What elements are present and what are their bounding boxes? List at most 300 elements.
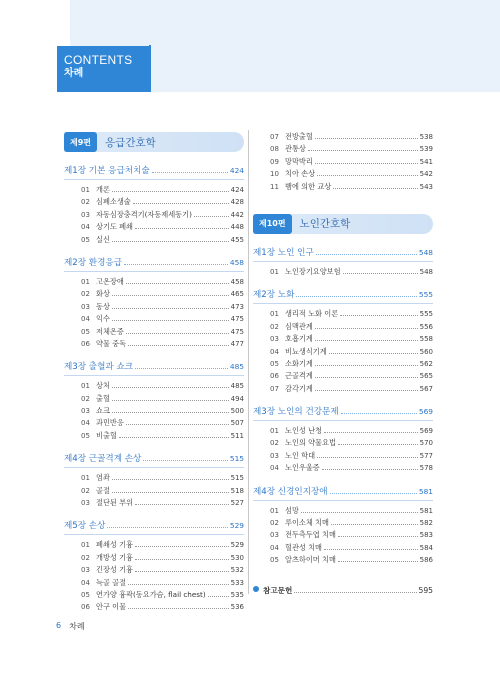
section-number: 03 bbox=[81, 407, 90, 416]
section-number: 04 bbox=[81, 315, 90, 324]
section-title: 노인 학대 bbox=[285, 450, 316, 460]
section-page: 542 bbox=[419, 170, 433, 179]
section-number: 04 bbox=[270, 543, 279, 552]
dot-leader bbox=[135, 504, 229, 505]
section-number: 04 bbox=[81, 578, 90, 587]
dot-leader bbox=[126, 333, 229, 334]
dot-leader bbox=[324, 549, 418, 550]
toc-section-row[interactable] bbox=[64, 602, 244, 614]
section-title: 노인성 난청 bbox=[285, 426, 323, 436]
dot-leader bbox=[317, 457, 418, 458]
toc-section-row[interactable] bbox=[64, 210, 244, 222]
section-number: 02 bbox=[270, 519, 279, 528]
section-page: 538 bbox=[419, 133, 433, 141]
section-title: 섬망 bbox=[285, 505, 299, 515]
section-page: 458 bbox=[230, 277, 244, 286]
toc-section-row[interactable] bbox=[64, 578, 244, 590]
dot-leader bbox=[315, 163, 418, 164]
section-title: 호흡기계 bbox=[285, 334, 313, 344]
toc-right-column bbox=[253, 132, 433, 596]
section-title: 절단된 부위 bbox=[96, 498, 134, 508]
section-number: 01 bbox=[81, 474, 90, 483]
dot-leader bbox=[208, 596, 229, 597]
section-page: 527 bbox=[230, 499, 244, 508]
section-title: 루이소체 치매 bbox=[285, 518, 329, 528]
dot-leader bbox=[112, 479, 229, 480]
section-title: 연가양 흉곽(동요가슴, flail chest) bbox=[96, 589, 206, 599]
toc-section-row[interactable] bbox=[253, 157, 433, 169]
section-number: 02 bbox=[81, 553, 90, 562]
section-page: 536 bbox=[230, 603, 244, 612]
dot-leader bbox=[143, 460, 228, 461]
section-title: 망막박리 bbox=[285, 156, 313, 166]
section-number: 02 bbox=[81, 198, 90, 207]
dot-leader bbox=[315, 365, 418, 366]
section-page: 581 bbox=[419, 506, 433, 515]
section-page: 448 bbox=[230, 223, 244, 232]
toc-section-row[interactable] bbox=[64, 486, 244, 498]
section-title: 상처 bbox=[96, 381, 110, 391]
toc-section-row[interactable] bbox=[253, 132, 433, 144]
toc-section-row[interactable] bbox=[64, 406, 244, 418]
dot-leader bbox=[315, 328, 418, 329]
toc-section-row[interactable] bbox=[64, 314, 244, 326]
toc-reference-row[interactable] bbox=[253, 585, 433, 596]
section-title: 고온장애 bbox=[96, 276, 124, 286]
section-number: 03 bbox=[81, 566, 90, 575]
header-accent-line bbox=[149, 45, 151, 92]
section-title: 약물 중독 bbox=[96, 338, 127, 348]
chapter-page: 458 bbox=[229, 257, 244, 267]
section-number: 01 bbox=[81, 186, 90, 194]
section-page: 586 bbox=[419, 556, 433, 565]
contents-title-ko: 차례 bbox=[64, 68, 84, 79]
chapter-title: 제4장 근골격계 손상 bbox=[64, 454, 142, 465]
dot-leader bbox=[128, 584, 229, 585]
section-page: 558 bbox=[419, 335, 433, 344]
section-page: 543 bbox=[419, 182, 433, 191]
dot-leader bbox=[112, 387, 229, 388]
section-page: 477 bbox=[230, 339, 244, 348]
chapter-gap bbox=[253, 396, 433, 405]
chapter-gap bbox=[64, 443, 244, 452]
section-number: 01 bbox=[81, 277, 90, 286]
section-title: 개방성 기흉 bbox=[96, 552, 134, 562]
section-number: 03 bbox=[81, 210, 90, 219]
section-title: 익수 bbox=[96, 314, 110, 324]
section-page: 535 bbox=[230, 590, 244, 599]
contents-title-en: CONTENTS bbox=[64, 53, 133, 67]
section-page: 529 bbox=[230, 541, 244, 550]
toc-section-row[interactable] bbox=[64, 553, 244, 565]
section-number: 02 bbox=[81, 394, 90, 403]
section-page: 465 bbox=[230, 290, 244, 299]
toc-section-row[interactable] bbox=[253, 530, 433, 542]
dot-leader bbox=[112, 492, 229, 493]
toc-section-row[interactable] bbox=[64, 473, 244, 485]
section-page: 562 bbox=[419, 359, 433, 368]
section-title: 전두측두엽 치매 bbox=[285, 530, 336, 540]
section-number: 05 bbox=[270, 359, 279, 368]
part-title: 노인간호학 bbox=[299, 218, 351, 231]
reference-page: 595 bbox=[418, 585, 433, 595]
reference-title: 참고문헌 bbox=[263, 585, 293, 595]
dot-leader bbox=[112, 308, 229, 309]
dot-leader bbox=[296, 296, 416, 297]
toc-section-row[interactable] bbox=[253, 463, 433, 475]
section-page: 424 bbox=[230, 186, 244, 194]
section-number: 03 bbox=[270, 335, 279, 344]
section-title: 감각기계 bbox=[285, 383, 313, 393]
section-number: 05 bbox=[81, 431, 90, 440]
toc-section-row[interactable] bbox=[64, 302, 244, 314]
toc-section-row[interactable] bbox=[253, 506, 433, 518]
toc-chapter-heading[interactable] bbox=[253, 485, 433, 501]
toc-section-row[interactable] bbox=[253, 384, 433, 396]
section-page: 485 bbox=[230, 382, 244, 391]
section-page: 555 bbox=[419, 310, 433, 319]
chapter-page: 555 bbox=[418, 290, 433, 300]
chapter-page: 529 bbox=[229, 521, 244, 531]
dot-leader bbox=[315, 138, 418, 139]
section-number: 01 bbox=[81, 541, 90, 550]
contents-title-box bbox=[57, 46, 149, 92]
section-title: 염좌 bbox=[96, 473, 110, 483]
section-page: 511 bbox=[230, 431, 244, 440]
section-number: 05 bbox=[81, 590, 90, 599]
footer-label: 차례 bbox=[69, 622, 85, 631]
section-title: 치아 손상 bbox=[285, 169, 316, 179]
section-page: 507 bbox=[230, 419, 244, 428]
dot-leader bbox=[112, 320, 229, 321]
section-title: 소화기계 bbox=[285, 358, 313, 368]
section-page: 577 bbox=[419, 451, 433, 460]
toc-section-row[interactable] bbox=[253, 359, 433, 371]
chapter-title: 제1장 기본 응급처치술 bbox=[64, 166, 150, 176]
toc-chapter-heading[interactable] bbox=[64, 452, 244, 468]
part-badge: 제10편 bbox=[253, 214, 292, 234]
toc-section-row[interactable] bbox=[253, 334, 433, 346]
section-title: 관통상 bbox=[285, 144, 306, 154]
dot-leader bbox=[338, 444, 418, 445]
section-page: 541 bbox=[419, 157, 433, 166]
section-page: 533 bbox=[230, 578, 244, 587]
dot-leader bbox=[340, 315, 417, 316]
section-title: 생리적 노화 이론 bbox=[285, 309, 339, 319]
section-title: 근골격계 bbox=[285, 371, 313, 381]
chapter-gap bbox=[64, 510, 244, 519]
section-title: 긴장성 기흉 bbox=[96, 565, 134, 575]
section-page: 578 bbox=[419, 464, 433, 473]
section-title: 과민반응 bbox=[96, 418, 124, 428]
section-title: 자동심장충격기(자동제세동기) bbox=[96, 209, 192, 219]
section-number: 01 bbox=[270, 310, 279, 319]
section-number: 02 bbox=[81, 486, 90, 495]
dot-leader bbox=[126, 424, 229, 425]
section-number: 04 bbox=[270, 347, 279, 356]
section-title: 안구 이물 bbox=[96, 602, 127, 612]
chapter-page: 424 bbox=[229, 166, 244, 175]
section-title: 늑골 골절 bbox=[96, 577, 127, 587]
chapter-page: 485 bbox=[229, 362, 244, 372]
dot-leader bbox=[315, 340, 418, 341]
chapter-gap bbox=[253, 476, 433, 485]
dot-leader bbox=[152, 172, 228, 173]
toc-section-row[interactable] bbox=[253, 169, 433, 181]
section-title: 쇼크 bbox=[96, 406, 110, 416]
dot-leader bbox=[112, 241, 229, 242]
section-number: 05 bbox=[81, 235, 90, 244]
chapter-gap bbox=[64, 351, 244, 360]
toc-chapter-heading[interactable] bbox=[64, 360, 244, 376]
section-page: 475 bbox=[230, 327, 244, 336]
chapter-title: 제5장 손상 bbox=[64, 521, 106, 532]
chapter-title: 제2장 환경응급 bbox=[64, 257, 123, 268]
section-number: 01 bbox=[270, 267, 279, 276]
section-title: 노인장기요양보험 bbox=[285, 266, 341, 276]
chapter-page: 548 bbox=[418, 247, 433, 257]
chapter-gap bbox=[64, 247, 244, 256]
section-number: 03 bbox=[270, 451, 279, 460]
section-title: 화상 bbox=[96, 289, 110, 299]
section-page: 473 bbox=[230, 302, 244, 311]
part-header bbox=[253, 214, 433, 234]
toc-section-row[interactable] bbox=[253, 518, 433, 530]
dot-leader bbox=[338, 561, 418, 562]
dot-leader bbox=[315, 390, 418, 391]
section-page: 565 bbox=[419, 372, 433, 381]
dot-leader bbox=[112, 295, 229, 296]
toc-section-row[interactable] bbox=[64, 289, 244, 301]
dot-leader bbox=[322, 469, 418, 470]
dot-leader bbox=[330, 493, 417, 494]
dot-leader bbox=[316, 254, 417, 255]
dot-leader bbox=[331, 524, 418, 525]
section-number: 03 bbox=[81, 499, 90, 508]
section-page: 518 bbox=[230, 486, 244, 495]
section-page: 556 bbox=[419, 322, 433, 331]
chapter-gap bbox=[253, 279, 433, 288]
page-footer bbox=[56, 621, 85, 632]
dot-leader bbox=[128, 608, 229, 609]
dot-leader bbox=[135, 571, 229, 572]
section-number: 03 bbox=[270, 531, 279, 540]
toc-section-row[interactable] bbox=[64, 565, 244, 577]
toc-section-row[interactable] bbox=[64, 277, 244, 289]
section-number: 07 bbox=[270, 384, 279, 393]
section-title: 심폐소생술 bbox=[96, 197, 131, 207]
section-title: 혈관성 치매 bbox=[285, 542, 323, 552]
toc-chapter-heading[interactable] bbox=[64, 256, 244, 272]
bullet-icon bbox=[253, 586, 259, 592]
section-number: 02 bbox=[81, 290, 90, 299]
toc-chapter-heading[interactable] bbox=[253, 405, 433, 421]
toc-section-row[interactable] bbox=[253, 182, 433, 194]
dot-leader bbox=[315, 377, 418, 378]
section-page: 569 bbox=[419, 427, 433, 436]
carry-over-sections bbox=[253, 132, 433, 194]
chapter-gap bbox=[253, 568, 433, 577]
column-divider bbox=[248, 130, 249, 594]
section-number: 01 bbox=[270, 506, 279, 515]
section-page: 442 bbox=[230, 210, 244, 219]
toc-section-row[interactable] bbox=[253, 426, 433, 438]
toc-section-row[interactable] bbox=[253, 438, 433, 450]
toc-section-row[interactable] bbox=[64, 197, 244, 209]
dot-leader bbox=[135, 228, 229, 229]
section-number: 05 bbox=[270, 556, 279, 565]
section-number: 09 bbox=[270, 157, 279, 166]
dot-leader bbox=[301, 512, 418, 513]
section-number: 04 bbox=[270, 464, 279, 473]
toc-chapter-heading[interactable] bbox=[253, 246, 433, 262]
section-title: 저체온증 bbox=[96, 326, 124, 336]
section-title: 전방출혈 bbox=[285, 132, 313, 141]
dot-leader bbox=[135, 546, 229, 547]
section-title: 비뇨생식기계 bbox=[285, 346, 327, 356]
section-number: 11 bbox=[270, 182, 279, 191]
dot-leader bbox=[324, 432, 418, 433]
dot-leader bbox=[341, 413, 417, 414]
section-title: 개론 bbox=[96, 185, 110, 194]
section-page: 548 bbox=[419, 267, 433, 276]
section-number: 06 bbox=[81, 603, 90, 612]
page-number: 6 bbox=[56, 621, 62, 630]
toc-section-row[interactable] bbox=[64, 339, 244, 351]
chapter-title: 제4장 신경인지장애 bbox=[253, 486, 328, 497]
section-number: 07 bbox=[270, 133, 279, 141]
toc-section-row[interactable] bbox=[64, 431, 244, 443]
section-title: 동상 bbox=[96, 301, 110, 311]
dot-leader bbox=[133, 203, 229, 204]
section-title: 알츠하이머 치매 bbox=[285, 555, 336, 565]
toc-chapter-heading[interactable] bbox=[64, 164, 244, 180]
part-badge: 제9편 bbox=[64, 132, 97, 152]
section-page: 500 bbox=[230, 407, 244, 416]
chapter-gap bbox=[64, 615, 244, 624]
section-number: 04 bbox=[81, 223, 90, 232]
toc-section-row[interactable] bbox=[253, 451, 433, 463]
section-page: 539 bbox=[419, 145, 433, 154]
section-number: 04 bbox=[81, 419, 90, 428]
section-number: 06 bbox=[81, 339, 90, 348]
dot-leader bbox=[135, 559, 229, 560]
section-title: 폐쇄성 기흉 bbox=[96, 540, 134, 550]
dot-leader bbox=[135, 368, 228, 369]
section-number: 02 bbox=[270, 439, 279, 448]
dot-leader bbox=[333, 188, 417, 189]
dot-leader bbox=[329, 353, 418, 354]
part-title: 응급간호학 bbox=[105, 136, 156, 149]
section-page: 532 bbox=[230, 566, 244, 575]
dot-leader bbox=[343, 273, 418, 274]
section-page: 582 bbox=[419, 519, 433, 528]
section-title: 상기도 폐쇄 bbox=[96, 222, 134, 232]
chapter-page: 581 bbox=[418, 486, 433, 496]
toc-section-row[interactable] bbox=[64, 185, 244, 197]
toc-left-column bbox=[64, 132, 244, 624]
toc-section-row[interactable] bbox=[64, 394, 244, 406]
toc-section-row[interactable] bbox=[253, 543, 433, 555]
part-header bbox=[64, 132, 244, 152]
section-title: 노인의 약물요법 bbox=[285, 438, 336, 448]
dot-leader bbox=[112, 191, 229, 192]
dot-leader bbox=[338, 536, 418, 537]
section-page: 494 bbox=[230, 394, 244, 403]
toc-section-row[interactable] bbox=[253, 144, 433, 156]
dot-leader bbox=[128, 345, 229, 346]
section-page: 560 bbox=[419, 347, 433, 356]
section-title: 뱀에 의한 교상 bbox=[285, 181, 332, 191]
section-title: 실신 bbox=[96, 234, 110, 244]
toc-section-row[interactable] bbox=[64, 590, 244, 602]
section-page: 570 bbox=[419, 439, 433, 448]
toc-chapter-heading[interactable] bbox=[64, 519, 244, 535]
toc-section-row[interactable] bbox=[64, 540, 244, 552]
section-number: 10 bbox=[270, 170, 279, 179]
toc-section-row[interactable] bbox=[64, 327, 244, 339]
toc-chapter-heading[interactable] bbox=[253, 288, 433, 304]
section-page: 583 bbox=[419, 531, 433, 540]
toc-section-row[interactable] bbox=[253, 347, 433, 359]
dot-leader bbox=[308, 150, 418, 151]
section-title: 심맥관계 bbox=[285, 321, 313, 331]
section-title: 골절 bbox=[96, 485, 110, 495]
dot-leader bbox=[126, 283, 229, 284]
chapter-title: 제3장 출혈과 쇼크 bbox=[64, 362, 134, 373]
section-title: 노인우울증 bbox=[285, 463, 320, 473]
section-page: 475 bbox=[230, 315, 244, 324]
section-page: 428 bbox=[230, 198, 244, 207]
toc-section-row[interactable] bbox=[64, 222, 244, 234]
toc-section-row[interactable] bbox=[64, 418, 244, 430]
section-page: 584 bbox=[419, 543, 433, 552]
dot-leader bbox=[194, 216, 229, 217]
section-number: 05 bbox=[81, 327, 90, 336]
toc-section-row[interactable] bbox=[253, 371, 433, 383]
chapter-title: 제3장 노인의 건강문제 bbox=[253, 407, 339, 418]
toc-section-row[interactable] bbox=[64, 498, 244, 510]
dot-leader bbox=[124, 264, 228, 265]
section-page: 455 bbox=[230, 235, 244, 244]
chapter-page: 515 bbox=[229, 454, 244, 464]
section-title: 출혈 bbox=[96, 393, 110, 403]
section-number: 01 bbox=[270, 427, 279, 436]
section-number: 03 bbox=[81, 302, 90, 311]
chapter-page: 569 bbox=[418, 407, 433, 417]
chapter-title: 제1장 노인 인구 bbox=[253, 247, 314, 258]
section-title: 비출혈 bbox=[96, 430, 117, 440]
dot-leader bbox=[119, 437, 229, 438]
toc-section-row[interactable] bbox=[253, 309, 433, 321]
toc-section-row[interactable] bbox=[253, 267, 433, 279]
chapter-title: 제2장 노화 bbox=[253, 290, 295, 301]
toc-section-row[interactable] bbox=[253, 555, 433, 567]
dot-leader bbox=[294, 592, 416, 593]
dot-leader bbox=[112, 400, 229, 401]
section-page: 567 bbox=[419, 384, 433, 393]
section-number: 06 bbox=[270, 372, 279, 381]
toc-section-row[interactable] bbox=[64, 235, 244, 247]
section-page: 530 bbox=[230, 553, 244, 562]
toc-section-row[interactable] bbox=[64, 381, 244, 393]
toc-section-row[interactable] bbox=[253, 322, 433, 334]
dot-leader bbox=[317, 175, 418, 176]
section-number: 01 bbox=[81, 382, 90, 391]
dot-leader bbox=[107, 527, 227, 528]
dot-leader bbox=[112, 412, 229, 413]
section-number: 02 bbox=[270, 322, 279, 331]
